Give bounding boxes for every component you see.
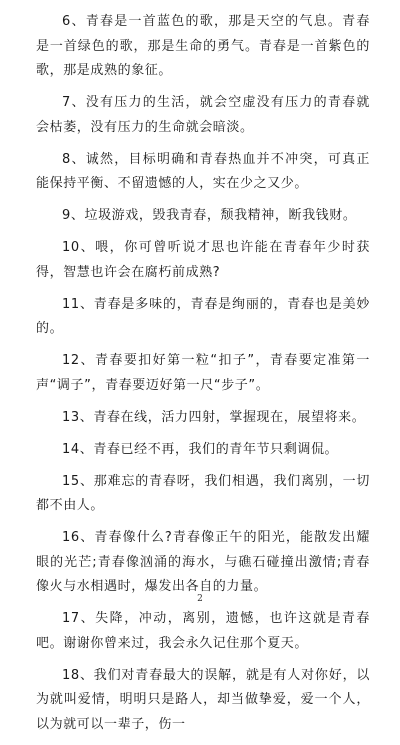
page-body <box>36 10 370 745</box>
paragraph-12: 12、青春要扣好第一粒“扣子”，青春要定准第一声“调子”，青春要迈好第一尺“步子”。 <box>36 353 370 393</box>
paragraph-13: 13、青春在线，活力四射，掌握现在，展望将来。 <box>62 409 366 425</box>
paragraph-14: 14、青春已经不再，我们的青年节只剩调侃。 <box>62 441 339 457</box>
paragraph-16: 16、青春像什么?青春像正午的阳光，能散发出耀眼的光芒;青春像汹涌的海水，与礁石碰撞出激情;青春像火与水相遇时，爆发出各自的力量。 <box>36 530 370 594</box>
paragraph-10: 10、喂，你可曾听说才思也许能在青春年少时获得，智慧也许会在腐朽前成熟? <box>36 240 370 280</box>
paragraph-18: 18、我们对青春最大的误解，就是有人对你好，以为就叫爱情，明明只是路人，却当做挚爱，爱一个人，以为就可以一辈子，伤一 <box>36 667 370 732</box>
page-number: 2 <box>197 594 203 604</box>
paragraph-15: 15、那难忘的青春呀，我们相遇，我们离别，一切都不由人。 <box>36 473 370 513</box>
paragraph-9: 9、垃圾游戏，毁我青春，颓我精神，断我钱财。 <box>62 208 357 223</box>
paragraph-11: 11、青春是多味的，青春是绚丽的，青春也是美妙的。 <box>36 296 370 336</box>
paragraph-7: 7、没有压力的生活，就会空虚没有压力的青春就会枯萎，没有压力的生命就会暗淡。 <box>36 95 370 135</box>
paragraph-6: 6、青春是一首蓝色的歌，那是天空的气息。青春是一首绿色的歌，那是生命的勇气。青春是一首紫色的歌，那是成熟的象征。 <box>36 14 370 78</box>
paragraph-8: 8、诚然，目标明确和青春热血并不冲突，可真正能保持平衡、不留遗憾的人，实在少之又少。 <box>36 151 370 191</box>
paragraph-17: 17、失降，冲动，离别，遗憾，也许这就是青春吧。谢谢你曾来过，我会永久记住那个夏天。 <box>36 611 370 651</box>
